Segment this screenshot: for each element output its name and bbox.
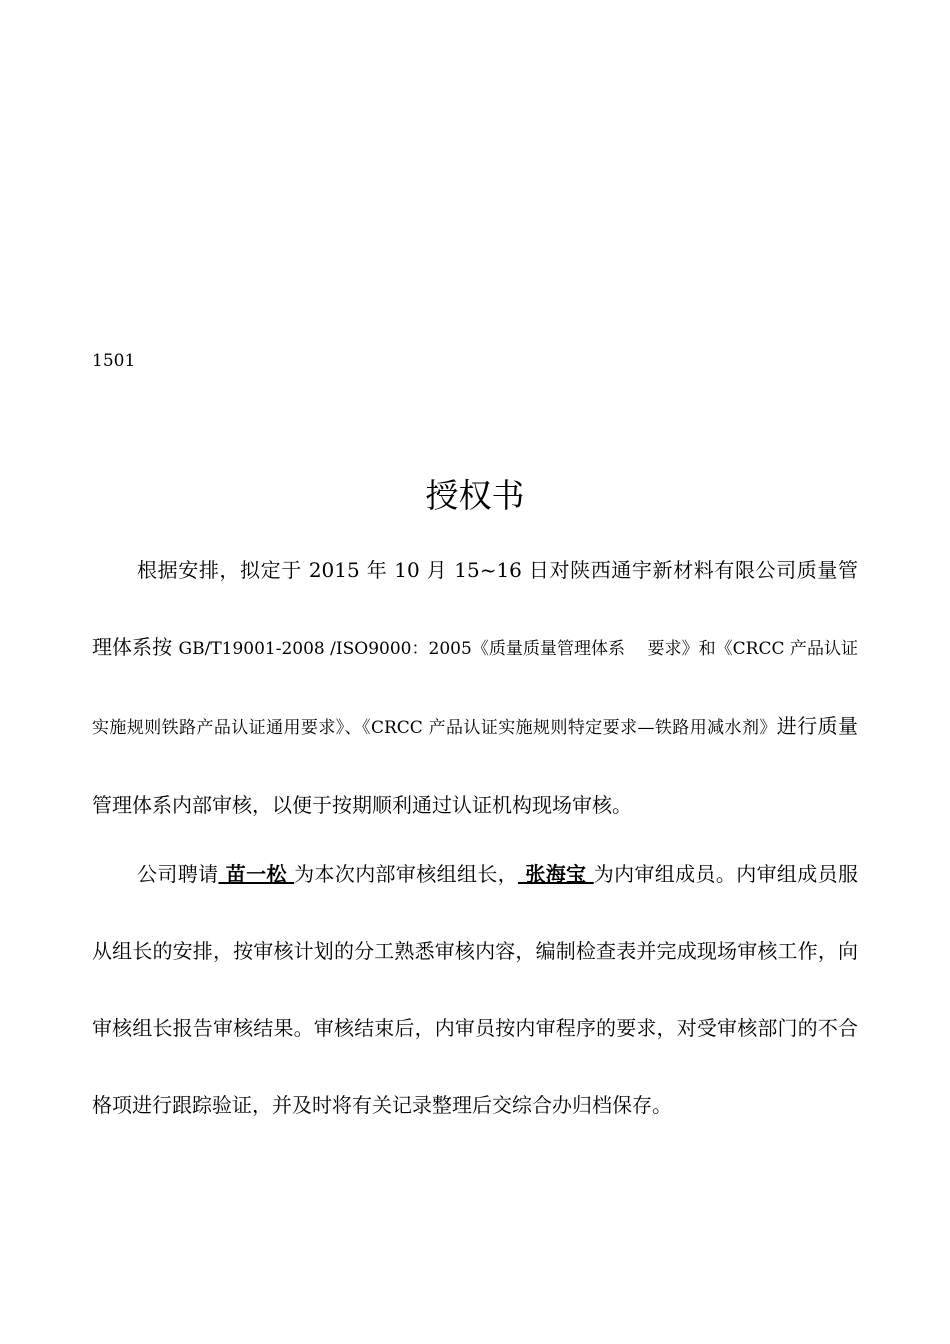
paragraph-text: 为内审组成员。内审组成员服从组长的安排，按审核计划的分工熟悉审核内容，编制检查表并完成现场审核工作，向审核组长报告审核结果。审核结束后，内审员按内审程序的要求，对受审核部门的不合格项进行跟踪验证，并及时将有关记录整理后交综合办归档保存。 <box>92 862 858 1117</box>
paragraph-text: 根据安排，拟定于 2015 年 10 月 15~16 日对陕西通宇新材料有限公司质量管理体系按 <box>92 558 858 659</box>
paragraph-text: 公司聘请 <box>137 862 219 886</box>
audit-member-name: 张海宝 <box>518 862 594 886</box>
document-title: 授权书 <box>425 476 525 515</box>
paragraph-audit-arrangement <box>92 532 858 844</box>
paragraph-team-appointment <box>92 836 858 1144</box>
document-number: 1501 <box>92 351 136 371</box>
standards-reference: GB/T19001-2008 /ISO9000：2005《质量质量管理体系 要求》和《CRCC 产品认证实施规则铁路产品认证通用要求》、《CRCC 产品认证实施规则特定要求—铁路用减水剂》 <box>92 639 859 738</box>
audit-leader-name: 苗一松 <box>218 862 295 886</box>
paragraph-text: 进行质量管理体系内部审核，以便于按期顺利通过认证机构现场审核。 <box>92 714 858 817</box>
paragraph-text: 为本次内部审核组组长， <box>294 862 519 886</box>
